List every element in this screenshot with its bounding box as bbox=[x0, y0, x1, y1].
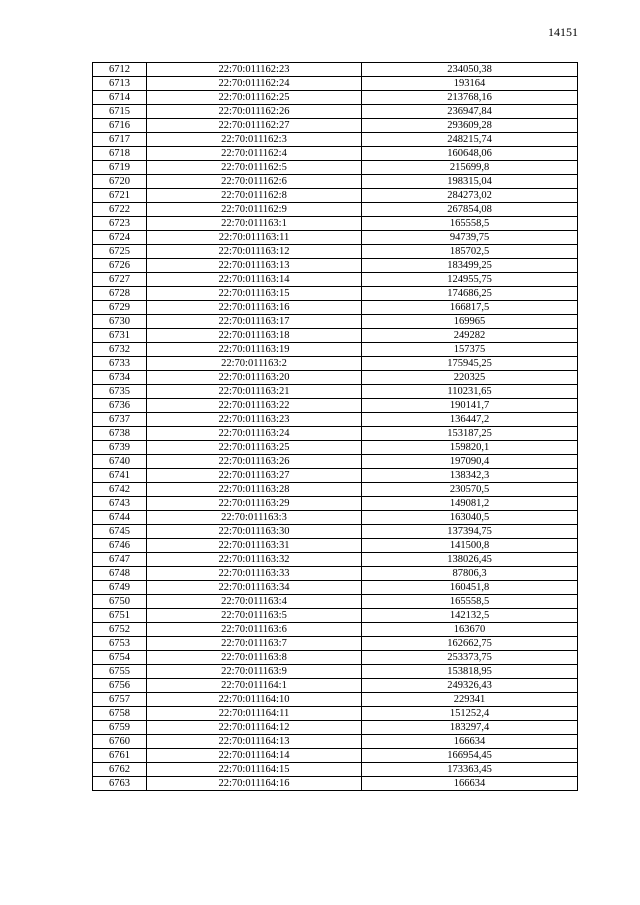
table-row bbox=[93, 595, 578, 609]
value-cell: 220325 bbox=[362, 371, 578, 385]
table-row bbox=[93, 413, 578, 427]
value-cell: 153187,25 bbox=[362, 427, 578, 441]
table-row bbox=[93, 287, 578, 301]
value-cell: 160648,06 bbox=[362, 147, 578, 161]
cadastral-number-cell: 22:70:011163:4 bbox=[147, 595, 362, 609]
value-cell: 138342,3 bbox=[362, 469, 578, 483]
table-row bbox=[93, 371, 578, 385]
table-row bbox=[93, 735, 578, 749]
value-cell: 185702,5 bbox=[362, 245, 578, 259]
row-number-cell: 6728 bbox=[93, 287, 147, 301]
table-row bbox=[93, 119, 578, 133]
row-number-cell: 6730 bbox=[93, 315, 147, 329]
table-row bbox=[93, 399, 578, 413]
row-number-cell: 6758 bbox=[93, 707, 147, 721]
value-cell: 94739,75 bbox=[362, 231, 578, 245]
value-cell: 153818,95 bbox=[362, 665, 578, 679]
table-row bbox=[93, 91, 578, 105]
value-cell: 234050,38 bbox=[362, 63, 578, 77]
table-row bbox=[93, 665, 578, 679]
value-cell: 162662,75 bbox=[362, 637, 578, 651]
cadastral-number-cell: 22:70:011163:11 bbox=[147, 231, 362, 245]
cadastral-number-cell: 22:70:011163:28 bbox=[147, 483, 362, 497]
table-row bbox=[93, 329, 578, 343]
table-row bbox=[93, 105, 578, 119]
row-number-cell: 6750 bbox=[93, 595, 147, 609]
table-row bbox=[93, 511, 578, 525]
table-row bbox=[93, 147, 578, 161]
row-number-cell: 6716 bbox=[93, 119, 147, 133]
value-cell: 190141,7 bbox=[362, 399, 578, 413]
cadastral-number-cell: 22:70:011163:12 bbox=[147, 245, 362, 259]
value-cell: 293609,28 bbox=[362, 119, 578, 133]
page-number: 14151 bbox=[548, 25, 578, 39]
table-row bbox=[93, 749, 578, 763]
cadastral-number-cell: 22:70:011163:32 bbox=[147, 553, 362, 567]
row-number-cell: 6720 bbox=[93, 175, 147, 189]
cadastral-number-cell: 22:70:011162:23 bbox=[147, 63, 362, 77]
value-cell: 174686,25 bbox=[362, 287, 578, 301]
cadastral-number-cell: 22:70:011164:12 bbox=[147, 721, 362, 735]
cadastral-number-cell: 22:70:011163:17 bbox=[147, 315, 362, 329]
table-row bbox=[93, 525, 578, 539]
cadastral-number-cell: 22:70:011164:16 bbox=[147, 777, 362, 791]
value-cell: 284273,02 bbox=[362, 189, 578, 203]
cadastral-number-cell: 22:70:011163:22 bbox=[147, 399, 362, 413]
value-cell: 165558,5 bbox=[362, 217, 578, 231]
row-number-cell: 6745 bbox=[93, 525, 147, 539]
cadastral-number-cell: 22:70:011163:2 bbox=[147, 357, 362, 371]
value-cell: 166817,5 bbox=[362, 301, 578, 315]
row-number-cell: 6756 bbox=[93, 679, 147, 693]
table-row bbox=[93, 441, 578, 455]
cadastral-number-cell: 22:70:011163:31 bbox=[147, 539, 362, 553]
table-row bbox=[93, 133, 578, 147]
value-cell: 137394,75 bbox=[362, 525, 578, 539]
value-cell: 166634 bbox=[362, 777, 578, 791]
row-number-cell: 6759 bbox=[93, 721, 147, 735]
row-number-cell: 6714 bbox=[93, 91, 147, 105]
table-row bbox=[93, 539, 578, 553]
table-row bbox=[93, 763, 578, 777]
cadastral-number-cell: 22:70:011164:1 bbox=[147, 679, 362, 693]
cadastral-number-cell: 22:70:011164:11 bbox=[147, 707, 362, 721]
table-row bbox=[93, 679, 578, 693]
row-number-cell: 6736 bbox=[93, 399, 147, 413]
row-number-cell: 6717 bbox=[93, 133, 147, 147]
cadastral-number-cell: 22:70:011162:5 bbox=[147, 161, 362, 175]
row-number-cell: 6726 bbox=[93, 259, 147, 273]
table-row bbox=[93, 427, 578, 441]
table-row bbox=[93, 609, 578, 623]
table-row bbox=[93, 623, 578, 637]
cadastral-number-cell: 22:70:011164:15 bbox=[147, 763, 362, 777]
value-cell: 197090,4 bbox=[362, 455, 578, 469]
table-row bbox=[93, 217, 578, 231]
table-row bbox=[93, 567, 578, 581]
cadastral-number-cell: 22:70:011163:27 bbox=[147, 469, 362, 483]
table-row bbox=[93, 315, 578, 329]
row-number-cell: 6725 bbox=[93, 245, 147, 259]
cadastral-number-cell: 22:70:011162:25 bbox=[147, 91, 362, 105]
row-number-cell: 6731 bbox=[93, 329, 147, 343]
cadastral-number-cell: 22:70:011163:9 bbox=[147, 665, 362, 679]
value-cell: 249326,43 bbox=[362, 679, 578, 693]
row-number-cell: 6718 bbox=[93, 147, 147, 161]
cadastral-number-cell: 22:70:011163:34 bbox=[147, 581, 362, 595]
value-cell: 157375 bbox=[362, 343, 578, 357]
cadastral-number-cell: 22:70:011162:8 bbox=[147, 189, 362, 203]
value-cell: 215699,8 bbox=[362, 161, 578, 175]
registry-table-body bbox=[93, 63, 578, 791]
row-number-cell: 6719 bbox=[93, 161, 147, 175]
cadastral-number-cell: 22:70:011162:3 bbox=[147, 133, 362, 147]
row-number-cell: 6749 bbox=[93, 581, 147, 595]
table-row bbox=[93, 77, 578, 91]
cadastral-number-cell: 22:70:011163:19 bbox=[147, 343, 362, 357]
row-number-cell: 6727 bbox=[93, 273, 147, 287]
value-cell: 110231,65 bbox=[362, 385, 578, 399]
row-number-cell: 6732 bbox=[93, 343, 147, 357]
cadastral-number-cell: 22:70:011163:1 bbox=[147, 217, 362, 231]
cadastral-number-cell: 22:70:011163:3 bbox=[147, 511, 362, 525]
value-cell: 249282 bbox=[362, 329, 578, 343]
table-row bbox=[93, 175, 578, 189]
row-number-cell: 6762 bbox=[93, 763, 147, 777]
table-row bbox=[93, 497, 578, 511]
row-number-cell: 6744 bbox=[93, 511, 147, 525]
cadastral-number-cell: 22:70:011163:20 bbox=[147, 371, 362, 385]
registry-table bbox=[92, 62, 578, 791]
cadastral-number-cell: 22:70:011162:4 bbox=[147, 147, 362, 161]
value-cell: 183499,25 bbox=[362, 259, 578, 273]
row-number-cell: 6743 bbox=[93, 497, 147, 511]
cadastral-number-cell: 22:70:011163:8 bbox=[147, 651, 362, 665]
value-cell: 163040,5 bbox=[362, 511, 578, 525]
value-cell: 141500,8 bbox=[362, 539, 578, 553]
table-row bbox=[93, 301, 578, 315]
row-number-cell: 6740 bbox=[93, 455, 147, 469]
row-number-cell: 6739 bbox=[93, 441, 147, 455]
cadastral-number-cell: 22:70:011162:9 bbox=[147, 203, 362, 217]
table-row bbox=[93, 203, 578, 217]
cadastral-number-cell: 22:70:011164:13 bbox=[147, 735, 362, 749]
row-number-cell: 6737 bbox=[93, 413, 147, 427]
cadastral-number-cell: 22:70:011164:14 bbox=[147, 749, 362, 763]
value-cell: 198315,04 bbox=[362, 175, 578, 189]
row-number-cell: 6747 bbox=[93, 553, 147, 567]
cadastral-number-cell: 22:70:011163:29 bbox=[147, 497, 362, 511]
cadastral-number-cell: 22:70:011163:25 bbox=[147, 441, 362, 455]
value-cell: 136447,2 bbox=[362, 413, 578, 427]
value-cell: 175945,25 bbox=[362, 357, 578, 371]
cadastral-number-cell: 22:70:011163:33 bbox=[147, 567, 362, 581]
table-row bbox=[93, 651, 578, 665]
cadastral-number-cell: 22:70:011163:13 bbox=[147, 259, 362, 273]
cadastral-number-cell: 22:70:011162:6 bbox=[147, 175, 362, 189]
value-cell: 165558,5 bbox=[362, 595, 578, 609]
row-number-cell: 6753 bbox=[93, 637, 147, 651]
value-cell: 138026,45 bbox=[362, 553, 578, 567]
table-row bbox=[93, 707, 578, 721]
row-number-cell: 6722 bbox=[93, 203, 147, 217]
table-row bbox=[93, 273, 578, 287]
value-cell: 124955,75 bbox=[362, 273, 578, 287]
cadastral-number-cell: 22:70:011163:18 bbox=[147, 329, 362, 343]
row-number-cell: 6733 bbox=[93, 357, 147, 371]
table-row bbox=[93, 777, 578, 791]
row-number-cell: 6724 bbox=[93, 231, 147, 245]
table-row bbox=[93, 343, 578, 357]
row-number-cell: 6715 bbox=[93, 105, 147, 119]
cadastral-number-cell: 22:70:011163:16 bbox=[147, 301, 362, 315]
value-cell: 151252,4 bbox=[362, 707, 578, 721]
value-cell: 166634 bbox=[362, 735, 578, 749]
row-number-cell: 6729 bbox=[93, 301, 147, 315]
row-number-cell: 6760 bbox=[93, 735, 147, 749]
row-number-cell: 6741 bbox=[93, 469, 147, 483]
value-cell: 166954,45 bbox=[362, 749, 578, 763]
value-cell: 160451,8 bbox=[362, 581, 578, 595]
value-cell: 169965 bbox=[362, 315, 578, 329]
table-row bbox=[93, 483, 578, 497]
row-number-cell: 6712 bbox=[93, 63, 147, 77]
table-row bbox=[93, 231, 578, 245]
value-cell: 236947,84 bbox=[362, 105, 578, 119]
cadastral-number-cell: 22:70:011163:6 bbox=[147, 623, 362, 637]
row-number-cell: 6734 bbox=[93, 371, 147, 385]
cadastral-number-cell: 22:70:011163:21 bbox=[147, 385, 362, 399]
row-number-cell: 6763 bbox=[93, 777, 147, 791]
cadastral-number-cell: 22:70:011163:24 bbox=[147, 427, 362, 441]
value-cell: 163670 bbox=[362, 623, 578, 637]
cadastral-number-cell: 22:70:011163:5 bbox=[147, 609, 362, 623]
value-cell: 87806,3 bbox=[362, 567, 578, 581]
row-number-cell: 6761 bbox=[93, 749, 147, 763]
row-number-cell: 6742 bbox=[93, 483, 147, 497]
table-row bbox=[93, 259, 578, 273]
value-cell: 173363,45 bbox=[362, 763, 578, 777]
cadastral-number-cell: 22:70:011162:26 bbox=[147, 105, 362, 119]
cadastral-number-cell: 22:70:011163:15 bbox=[147, 287, 362, 301]
table-row bbox=[93, 455, 578, 469]
table-row bbox=[93, 721, 578, 735]
value-cell: 267854,08 bbox=[362, 203, 578, 217]
cadastral-number-cell: 22:70:011164:10 bbox=[147, 693, 362, 707]
cadastral-number-cell: 22:70:011163:30 bbox=[147, 525, 362, 539]
row-number-cell: 6748 bbox=[93, 567, 147, 581]
row-number-cell: 6751 bbox=[93, 609, 147, 623]
table-row bbox=[93, 385, 578, 399]
row-number-cell: 6735 bbox=[93, 385, 147, 399]
table-row bbox=[93, 161, 578, 175]
table-row bbox=[93, 553, 578, 567]
cadastral-number-cell: 22:70:011163:7 bbox=[147, 637, 362, 651]
row-number-cell: 6723 bbox=[93, 217, 147, 231]
row-number-cell: 6754 bbox=[93, 651, 147, 665]
cadastral-number-cell: 22:70:011163:14 bbox=[147, 273, 362, 287]
value-cell: 229341 bbox=[362, 693, 578, 707]
value-cell: 253373,75 bbox=[362, 651, 578, 665]
value-cell: 230570,5 bbox=[362, 483, 578, 497]
table-row bbox=[93, 357, 578, 371]
value-cell: 142132,5 bbox=[362, 609, 578, 623]
value-cell: 193164 bbox=[362, 77, 578, 91]
table-row bbox=[93, 637, 578, 651]
table-row bbox=[93, 63, 578, 77]
value-cell: 149081,2 bbox=[362, 497, 578, 511]
row-number-cell: 6757 bbox=[93, 693, 147, 707]
cadastral-number-cell: 22:70:011163:26 bbox=[147, 455, 362, 469]
table-row bbox=[93, 189, 578, 203]
row-number-cell: 6755 bbox=[93, 665, 147, 679]
table-row bbox=[93, 245, 578, 259]
row-number-cell: 6721 bbox=[93, 189, 147, 203]
row-number-cell: 6746 bbox=[93, 539, 147, 553]
cadastral-number-cell: 22:70:011162:27 bbox=[147, 119, 362, 133]
row-number-cell: 6738 bbox=[93, 427, 147, 441]
cadastral-number-cell: 22:70:011163:23 bbox=[147, 413, 362, 427]
value-cell: 213768,16 bbox=[362, 91, 578, 105]
row-number-cell: 6752 bbox=[93, 623, 147, 637]
cadastral-number-cell: 22:70:011162:24 bbox=[147, 77, 362, 91]
value-cell: 159820,1 bbox=[362, 441, 578, 455]
value-cell: 183297,4 bbox=[362, 721, 578, 735]
table-row bbox=[93, 581, 578, 595]
row-number-cell: 6713 bbox=[93, 77, 147, 91]
value-cell: 248215,74 bbox=[362, 133, 578, 147]
table-row bbox=[93, 469, 578, 483]
table-row bbox=[93, 693, 578, 707]
